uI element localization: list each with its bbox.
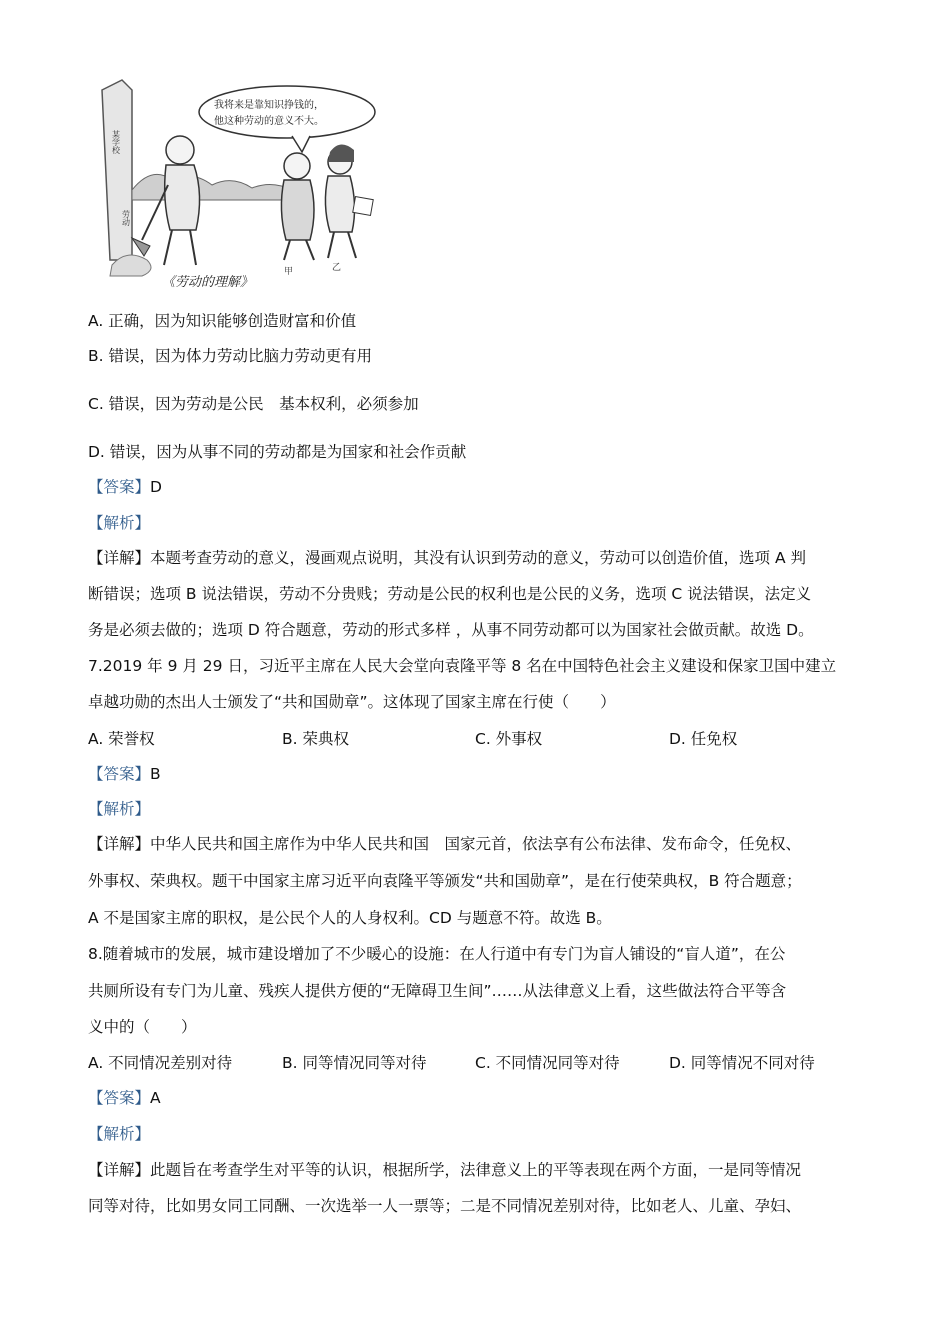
q6-detail-line1 <box>88 548 806 568</box>
q8-stem-line3: 义中的（ ） <box>88 1018 197 1036</box>
signpost-label: 某学校 <box>111 130 121 154</box>
q7-detail-line3: A 不是国家主席的职权，是公民个人的人身权利。CD 与题意不符。故选 B。 <box>88 909 612 927</box>
q8-option-b: B. 同等情况同等对待 <box>282 1054 427 1072</box>
answer-tag: 【答案】 <box>88 765 151 783</box>
analysis-tag: 【解析】 <box>88 800 151 818</box>
background-hills <box>132 174 292 200</box>
q8-detail-line1 <box>88 1160 801 1180</box>
detail-tag: 【详解】 <box>88 549 151 567</box>
q6-answer <box>88 477 162 497</box>
cartoon-illustration <box>92 70 392 292</box>
cartoon-caption: 《劳动的理解》 <box>162 275 254 290</box>
detail-text: 本题考查劳动的意义，漫画观点说明，其没有认识到劳动的意义，劳动可以创造价值，选项 A 判 <box>150 549 806 567</box>
detail-text: 中华人民共和国主席作为中华人民共和国 国家元首，依法享有公布法律、发布命令，任免权、 <box>150 835 802 853</box>
q7-detail-line2: 外事权、荣典权。题干中国家主席习近平向袁隆平等颁发“共和国勋章”，是在行使荣典权，B 符合题意； <box>88 872 802 890</box>
person-yi-label: 乙 <box>332 263 342 273</box>
q8-analysis-tag <box>88 1124 150 1144</box>
q8-stem-line1: 8.随着城市的发展，城市建设增加了不少暖心的设施：在人行道中有专门为盲人铺设的“盲人道”，在公 <box>88 945 786 963</box>
q7-stem-line2: 卓越功勋的杰出人士颁发了“共和国勋章”。这体现了国家主席在行使（ ） <box>88 693 616 711</box>
signpost <box>102 80 132 260</box>
worker-label: 劳动 <box>121 210 131 226</box>
detail-tag: 【详解】 <box>88 835 151 853</box>
bubble-text-line1: 我将来是靠知识挣钱的， <box>214 100 324 111</box>
analysis-tag: 【解析】 <box>88 1125 151 1143</box>
answer-value: A <box>150 1089 161 1107</box>
q6-option-b: B. 错误，因为体力劳动比脑力劳动更有用 <box>88 347 372 365</box>
q7-analysis-tag <box>88 799 150 819</box>
q7-option-b: B. 荣典权 <box>282 730 349 748</box>
q8-answer <box>88 1088 161 1108</box>
answer-tag: 【答案】 <box>88 1089 151 1107</box>
person-jia-figure <box>281 153 314 260</box>
q7-detail-line1 <box>88 834 801 854</box>
analysis-tag: 【解析】 <box>88 514 151 532</box>
q8-stem-line2: 共厕所设有专门为儿童、残疾人提供方便的“无障碍卫生间”……从法律意义上看，这些做法符合平等含 <box>88 982 787 1000</box>
person-yi-figure <box>325 144 373 258</box>
speech-bubble <box>199 86 375 138</box>
q6-option-c: C. 错误，因为劳动是公民 基本权利，必须参加 <box>88 395 419 413</box>
q7-option-a: A. 荣誉权 <box>88 730 155 748</box>
q6-detail-line3: 务是必须去做的；选项 D 符合题意，劳动的形式多样 ，从事不同劳动都可以为国家社会做贡献。故选 D。 <box>88 621 814 639</box>
person-jia-label: 甲 <box>284 267 294 277</box>
q7-option-d: D. 任免权 <box>669 730 738 748</box>
q6-analysis-tag <box>88 513 150 533</box>
q7-answer <box>88 764 161 784</box>
q8-option-a: A. 不同情况差别对待 <box>88 1054 233 1072</box>
q7-option-c: C. 外事权 <box>475 730 543 748</box>
detail-text: 此题旨在考查学生对平等的认识，根据所学，法律意义上的平等表现在两个方面，一是同等情况 <box>150 1161 802 1179</box>
q6-option-d: D. 错误，因为从事不同的劳动都是为国家和社会作贡献 <box>88 443 467 461</box>
q6-option-a: A. 正确，因为知识能够创造财富和价值 <box>88 312 357 330</box>
q7-stem-line1: 7.2019 年 9 月 29 日，习近平主席在人民大会堂向袁隆平等 8 名在中国特色社会主义建设和保家卫国中建立 <box>88 657 837 675</box>
detail-tag: 【详解】 <box>88 1161 151 1179</box>
q8-detail-line2: 同等对待，比如男女同工同酬、一次选举一人一票等；二是不同情况差别对待，比如老人、儿童、孕妇、 <box>88 1197 802 1215</box>
answer-tag: 【答案】 <box>88 478 151 496</box>
q6-detail-line2: 断错误；选项 B 说法错误，劳动不分贵贱；劳动是公民的权利也是公民的义务，选项 C 说法错误，法定义 <box>88 585 812 603</box>
q8-option-c: C. 不同情况同等对待 <box>475 1054 620 1072</box>
answer-value: D <box>150 478 162 496</box>
q8-option-d: D. 同等情况不同对待 <box>669 1054 815 1072</box>
bubble-text-line2: 他这种劳动的意义不大。 <box>214 116 324 127</box>
answer-value: B <box>150 765 161 783</box>
